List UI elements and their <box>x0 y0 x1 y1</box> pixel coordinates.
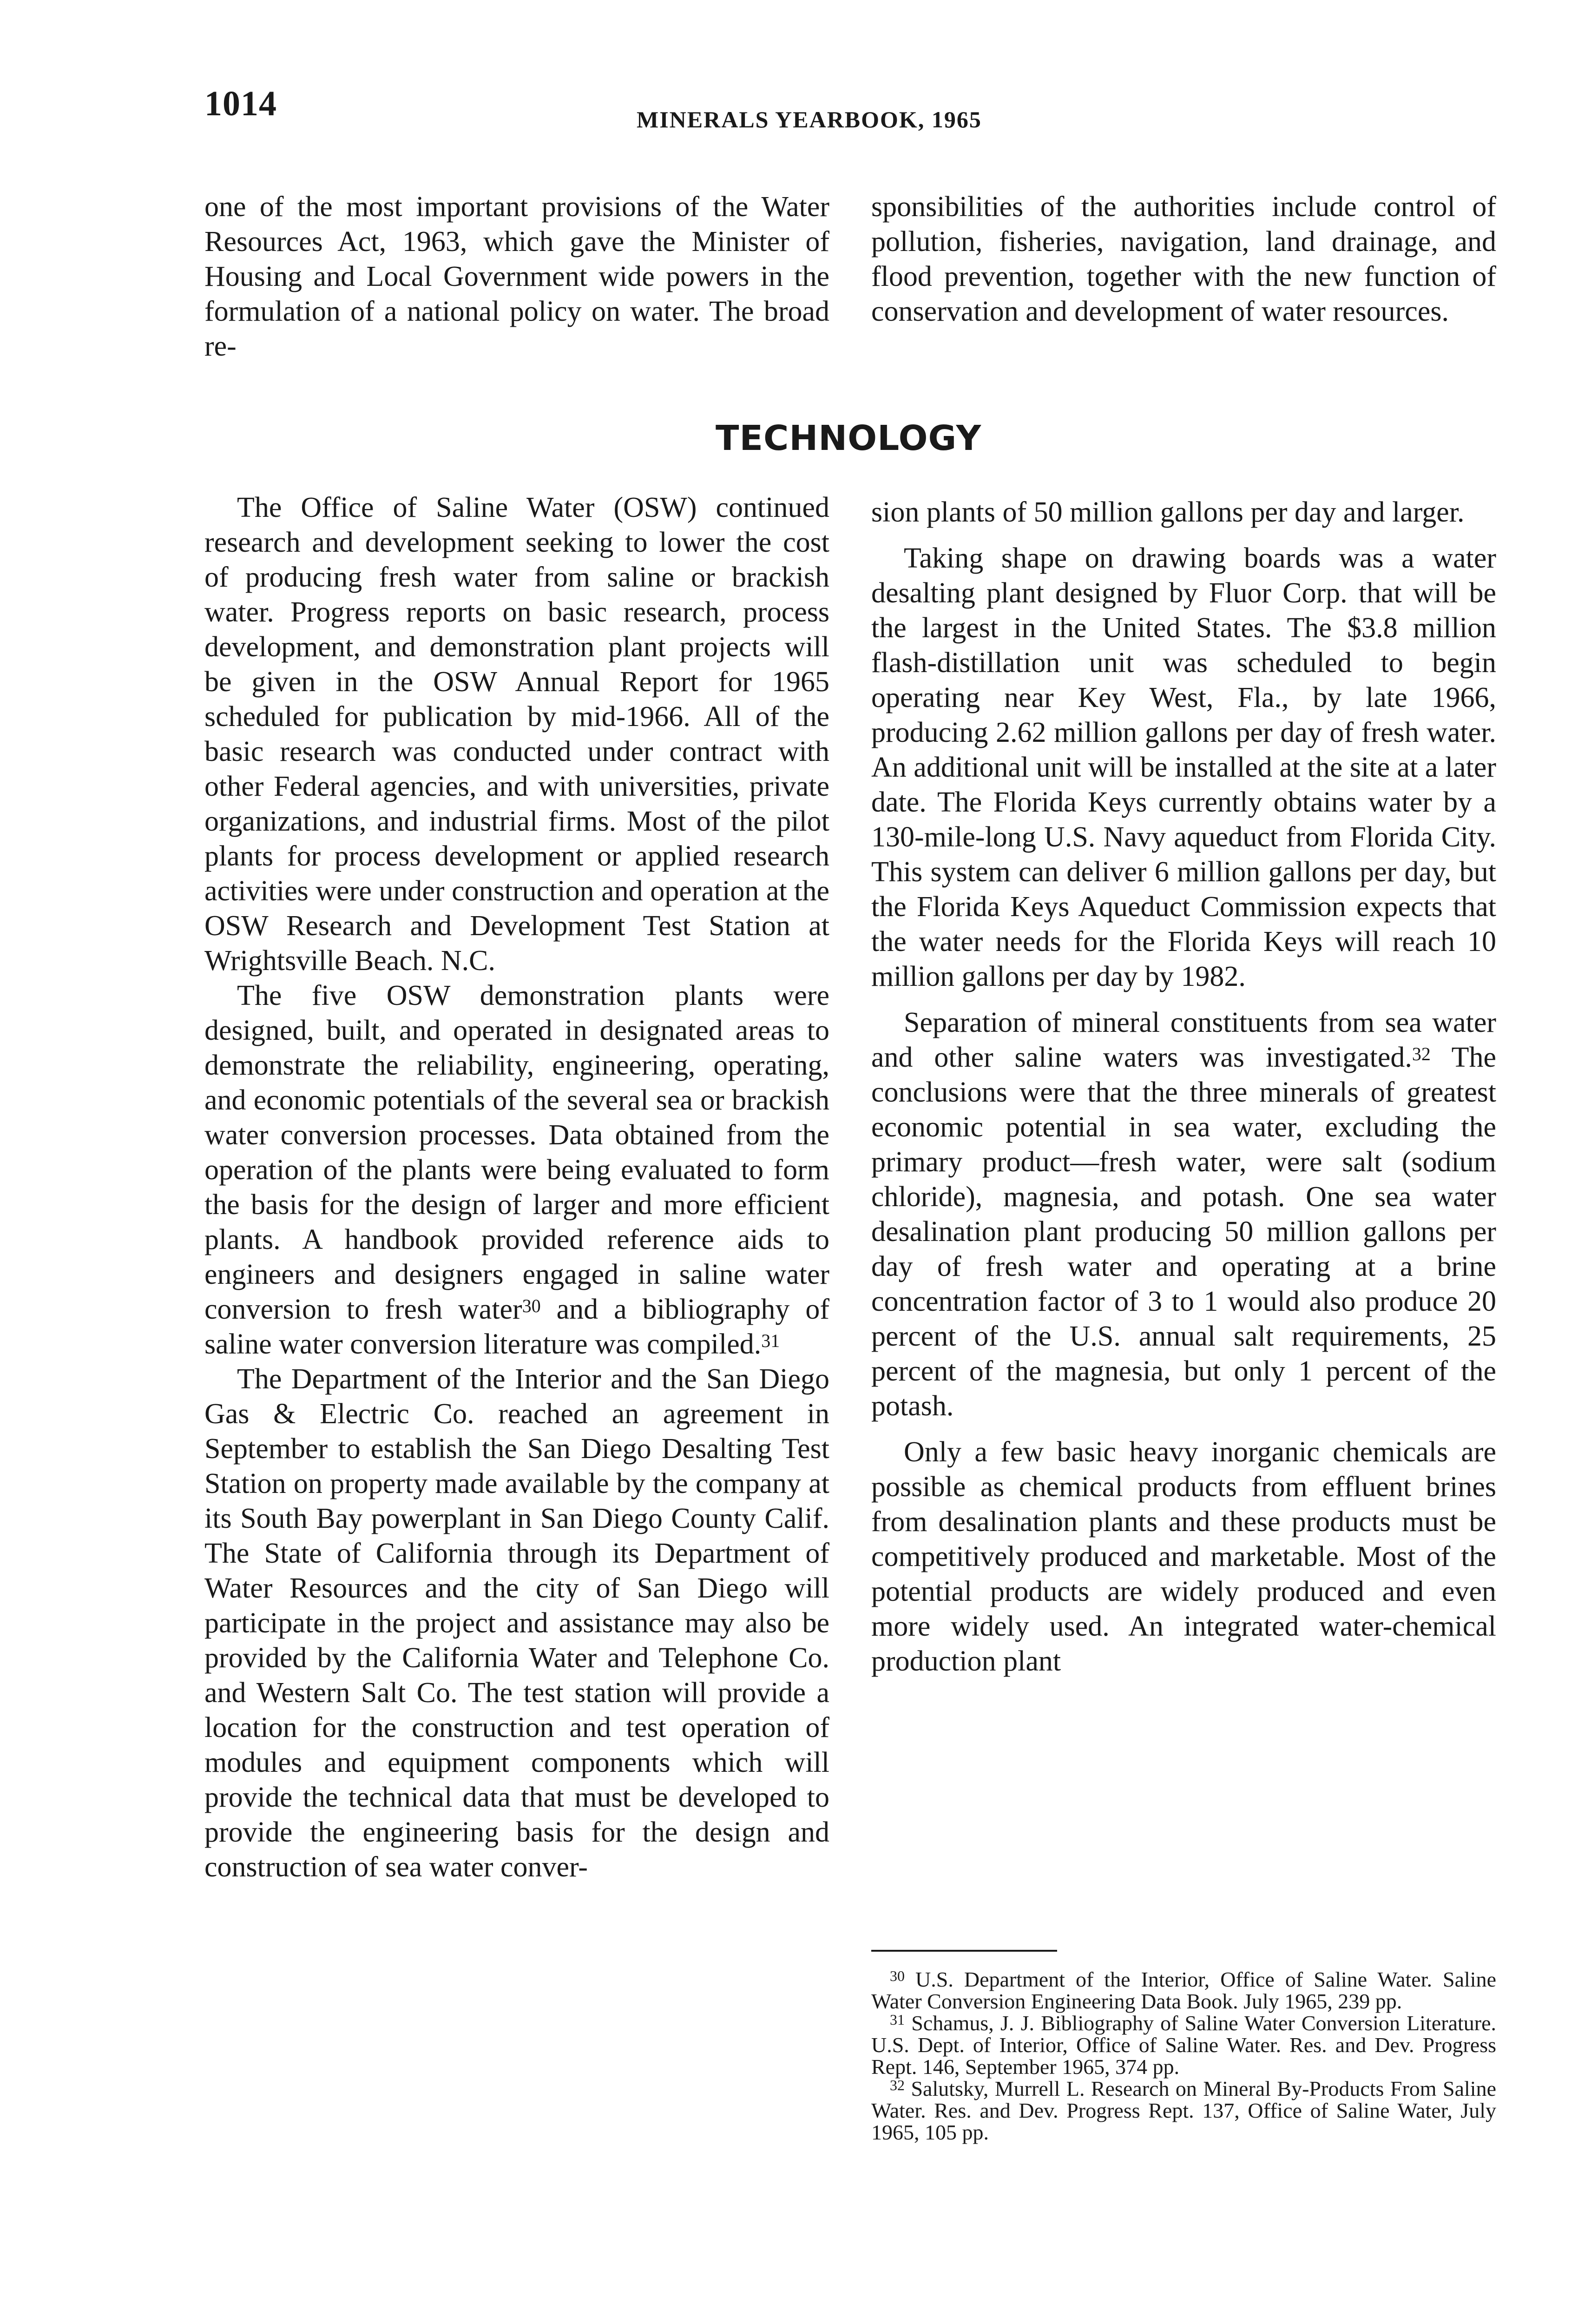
footnote <box>871 1968 1496 2012</box>
footnote-number: 32 <box>890 2077 905 2093</box>
top-right-column <box>871 190 1496 329</box>
paragraph-continuation: sion plants of 50 million gallons per day and larger. <box>871 496 1465 528</box>
paragraph-fluor-plant: Taking shape on drawing boards was a water desalting plant designed by Fluor Corp. that will be the largest in the United States. The $3.8 million flash-distillation unit was scheduled to begin operating near Key West, Fla., by late 1966, producing 2.62 million gallons per day of fresh water. An additional unit will be installed at the site at a later date. The Florida Keys currently obtains water by a 130-mile-long U.S. Navy aqueduct from Florida City. This system can deliver 6 million gallons per day, but the Florida Keys Aqueduct Commission expects that the water needs for the Florida Keys will reach 10 million gallons per day by 1982. <box>871 542 1496 992</box>
paragraph-text: and a bibliography of saline water conversion literature was compiled. <box>204 1294 830 1360</box>
paragraph-inorganic-chemicals: Only a few basic heavy inorganic chemicals are possible as chemical products from effluent brines from desalination plants and these products must be competitively produced and marketable. Most of the potential products are widely produced and even more widely used. An integrated water-chemical production plant <box>871 1436 1496 1677</box>
section-heading-technology: TECHNOLOGY <box>716 418 982 458</box>
running-head: MINERALS YEARBOOK, 1965 <box>637 106 982 132</box>
page-number: 1014 <box>204 84 277 123</box>
footnote-ref-30: 30 <box>522 1295 541 1316</box>
paragraph-demonstration-plants <box>204 978 829 1362</box>
footnote-text: Salutsky, Murrell L. Research on Mineral By-Products From Saline Water. Res. and Dev. Progress Rept. 137, Office of Saline Water, July 1965, 105 pp. <box>871 2077 1496 2144</box>
footnote <box>871 2078 1496 2143</box>
footnote <box>871 2012 1496 2078</box>
top-left-column <box>204 190 829 364</box>
paragraph-text: Separation of mineral constituents from sea water and other saline waters was investigated. <box>871 1007 1496 1073</box>
footnote-divider <box>871 1950 1057 1952</box>
footnote-ref-31: 31 <box>761 1330 780 1351</box>
top-left-paragraph: one of the most important provisions of the Water Resources Act, 1963, which gave the Minister of Housing and Local Government wide powers in the formulation of a national policy on water. The broad re- <box>204 191 829 362</box>
footnote-text: U.S. Department of the Interior, Office of Saline Water. Saline Water Conversion Engineering Data Book. July 1965, 239 pp. <box>871 1967 1497 2013</box>
paragraph-text: The conclusions were that the three minerals of greatest economic potential in sea water, excluding the primary product—fresh water, were salt (sodium chloride), magnesia, and potash. One sea water desalination plant producing 50 million gallons per day of fresh water and operating at a brine concentration factor of 3 to 1 would also produce 20 percent of the U.S. annual salt requirements, 25 percent of the magnesia, but only 1 percent of the potash. <box>871 1042 1496 1422</box>
footnote-text: Schamus, J. J. Bibliography of Saline Water Conversion Literature. U.S. Dept. of Interior, Office of Saline Water. Res. and Dev. Progress Rept. 146, September 1965, 374 pp. <box>871 2011 1497 2079</box>
paragraph-san-diego-station: The Department of the Interior and the San Diego Gas & Electric Co. reached an agreement in September to establish the San Diego Desalting Test Station on property made available by the company at its South Bay powerplant in San Diego County Calif. The State of California through its Department of Water Resources and the city of San Diego will participate in the project and assistance may also be provided by the California Water and Telephone Co. and Western Salt Co. The test station will provide a location for the construction and test operation of modules and equipment components which will provide the technical data that must be developed to provide the engineering basis for the design and construction of sea water conver- <box>204 1363 829 1883</box>
footnotes <box>871 1968 1496 2143</box>
footnote-number: 31 <box>890 2011 905 2028</box>
left-column <box>204 490 829 1885</box>
paragraph-osw-research: The Office of Saline Water (OSW) continued research and development seeking to lower the cost of producing fresh water from saline or brackish water. Progress reports on basic research, process development, and demonstration plant projects will be given in the OSW Annual Report for 1965 scheduled for publication by mid-1966. All of the basic research was conducted under contract with other Federal agencies, and with universities, private organizations, and industrial firms. Most of the pilot plants for process development or applied research activities were under construction and operation at the OSW Research and Development Test Station at Wrightsville Beach. N.C. <box>204 492 829 977</box>
paragraph-mineral-separation <box>871 1005 1496 1424</box>
footnote-number: 30 <box>890 1967 905 1984</box>
right-column <box>871 495 1496 1679</box>
paragraph-text: The five OSW demonstration plants were designed, built, and operated in designated areas to demonstrate the reliability, engineering, operating, and economic potentials of the several sea or brackish water conversion processes. Data obtained from the operation of the plants were being evaluated to form the basis for the design of larger and more efficient plants. A handbook provided reference aids to engineers and designers engaged in saline water conversion to fresh water <box>204 980 829 1325</box>
footnote-ref-32: 32 <box>1412 1043 1431 1064</box>
top-right-paragraph: sponsibilities of the authorities include control of pollution, fisheries, navigation, land drainage, and flood prevention, together with the new function of conservation and development of water resources. <box>871 191 1496 327</box>
